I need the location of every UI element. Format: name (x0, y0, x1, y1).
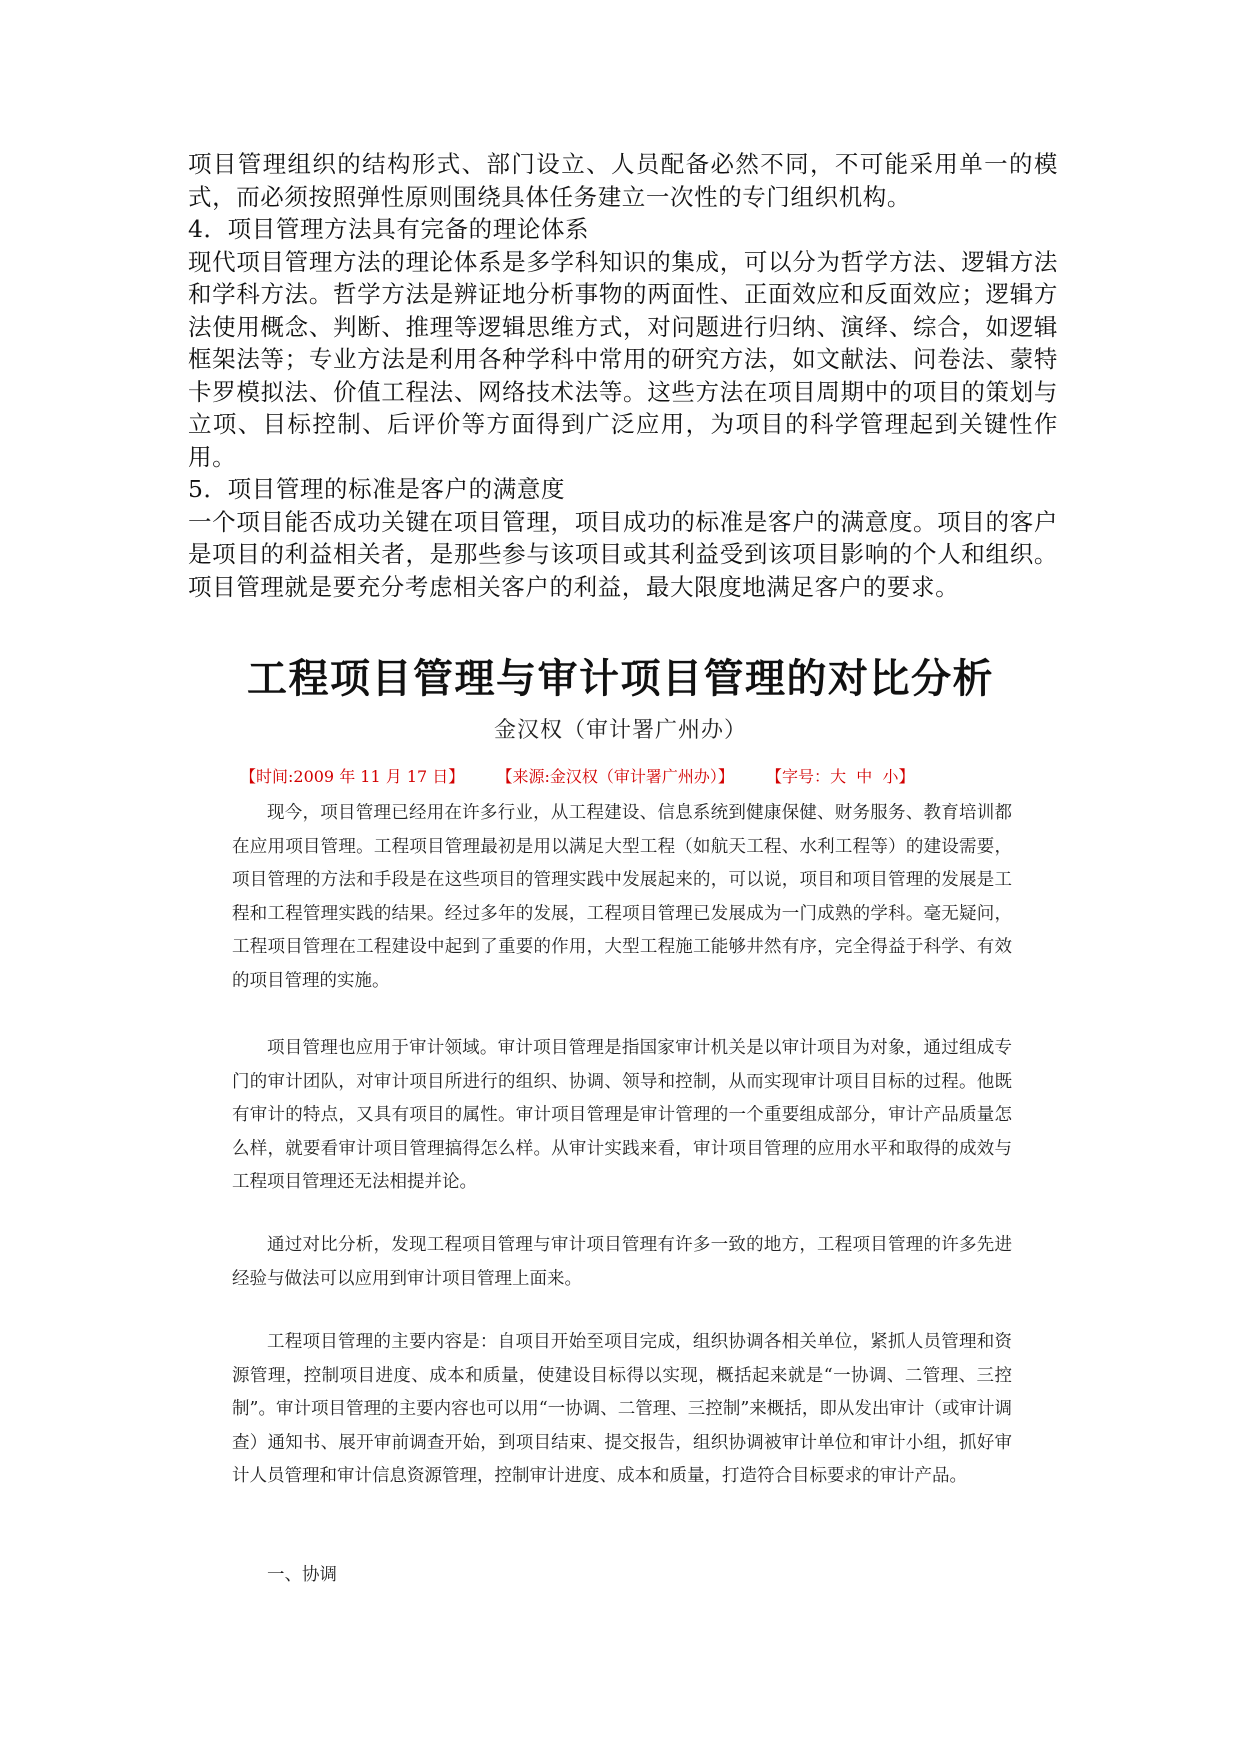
meta-font-suffix: 】 (898, 767, 915, 786)
meta-time: 【时间:2009 年 11 月 17 日】 (240, 767, 465, 786)
upper-paragraph: 现代项目管理方法的理论体系是多学科知识的集成，可以分为哲学方法、逻辑方法和学科方法。哲学方法是辨证地分析事物的两面性、正面效应和反面效应；逻辑方法使用概念、判断、推理等逻辑思维方式，对问题进行归纳、演绎、综合，如逻辑框架法等；专业方法是利用各种学科中常用的研究方法，如文献法、问卷法、蒙特卡罗模拟法、价值工程法、网络技术法等。这些方法在项目周期中的项目的策划与立项、目标控制、后评价等方面得到广泛应用，为项目的科学管理起到关键性作用。 (188, 247, 1058, 471)
article-body (232, 797, 1012, 1585)
font-size-medium-link[interactable]: 中 (856, 767, 873, 786)
meta-source[interactable]: 【来源:金汉权（审计署广州办）】 (496, 767, 734, 786)
article-paragraph: 现今，项目管理已经用在许多行业，从工程建设、信息系统到健康保健、财务服务、教育培训都在应用项目管理。工程项目管理最初是用以满足大型工程（如航天工程、水利工程等）的建设需要，项目管理的方法和手段是在这些项目的管理实践中发展起来的，可以说，项目和项目管理的发展是工程和工程管理实践的结果。经过多年的发展，工程项目管理已发展成为一门成熟的学科。毫无疑问，工程项目管理在工程建设中起到了重要的作用，大型工程施工能够井然有序，完全得益于科学、有效的项目管理的实施。 (232, 803, 1012, 991)
article-paragraph: 通过对比分析，发现工程项目管理与审计项目管理有许多一致的地方，工程项目管理的许多先进经验与做法可以应用到审计项目管理上面来。 (232, 1235, 1012, 1289)
article-paragraph: 工程项目管理的主要内容是：自项目开始至项目完成，组织协调各相关单位，紧抓人员管理和资源管理，控制项目进度、成本和质量，使建设目标得以实现，概括起来就是“一协调、二管理、三控制”。审计项目管理的主要内容也可以用“一协调、二管理、三控制”来概括，即从发出审计（或审计调查）通知书、展开审前调查开始，到项目结束、提交报告，组织协调被审计单位和审计小组，抓好审计人员管理和审计信息资源管理，控制审计进度、成本和质量，打造符合目标要求的审计产品。 (232, 1332, 1012, 1486)
article-meta (240, 764, 1000, 787)
section-heading-5: 5．项目管理的标准是客户的满意度 (188, 475, 566, 503)
font-size-small-link[interactable]: 小 (882, 767, 899, 786)
article-author: 金汉权（审计署广州办） (493, 718, 747, 743)
font-size-large-link[interactable]: 大 (830, 767, 847, 786)
article-subheading: 一、协调 (267, 1565, 337, 1585)
upper-paragraph: 项目管理组织的结构形式、部门设立、人员配备必然不同，不可能采用单一的模式，而必须按照弹性原则围绕具体任务建立一次性的专门组织机构。 (188, 150, 1058, 211)
upper-paragraph: 一个项目能否成功关键在项目管理，项目成功的标准是客户的满意度。项目的客户是项目的利益相关者，是那些参与该项目或其利益受到该项目影响的个人和组织。项目管理就是要充分考虑相关客户的利益，最大限度地满足客户的要求。 (188, 507, 1058, 601)
article-paragraph: 项目管理也应用于审计领域。审计项目管理是指国家审计机关是以审计项目为对象，通过组成专门的审计团队，对审计项目所进行的组织、协调、领导和控制，从而实现审计项目目标的过程。他既有审计的特点，又具有项目的属性。审计项目管理是审计管理的一个重要组成部分，审计产品质量怎么样，就要看审计项目管理搞得怎么样。从审计实践来看，审计项目管理的应用水平和取得的成效与工程项目管理还无法相提并论。 (232, 1038, 1012, 1192)
upper-section (188, 148, 1058, 603)
article-title: 工程项目管理与审计项目管理的对比分析 (247, 656, 994, 702)
section-heading-4: 4．项目管理方法具有完备的理论体系 (188, 215, 590, 243)
meta-font-prefix: 【字号： (766, 767, 831, 786)
meta-font-size (766, 764, 914, 787)
